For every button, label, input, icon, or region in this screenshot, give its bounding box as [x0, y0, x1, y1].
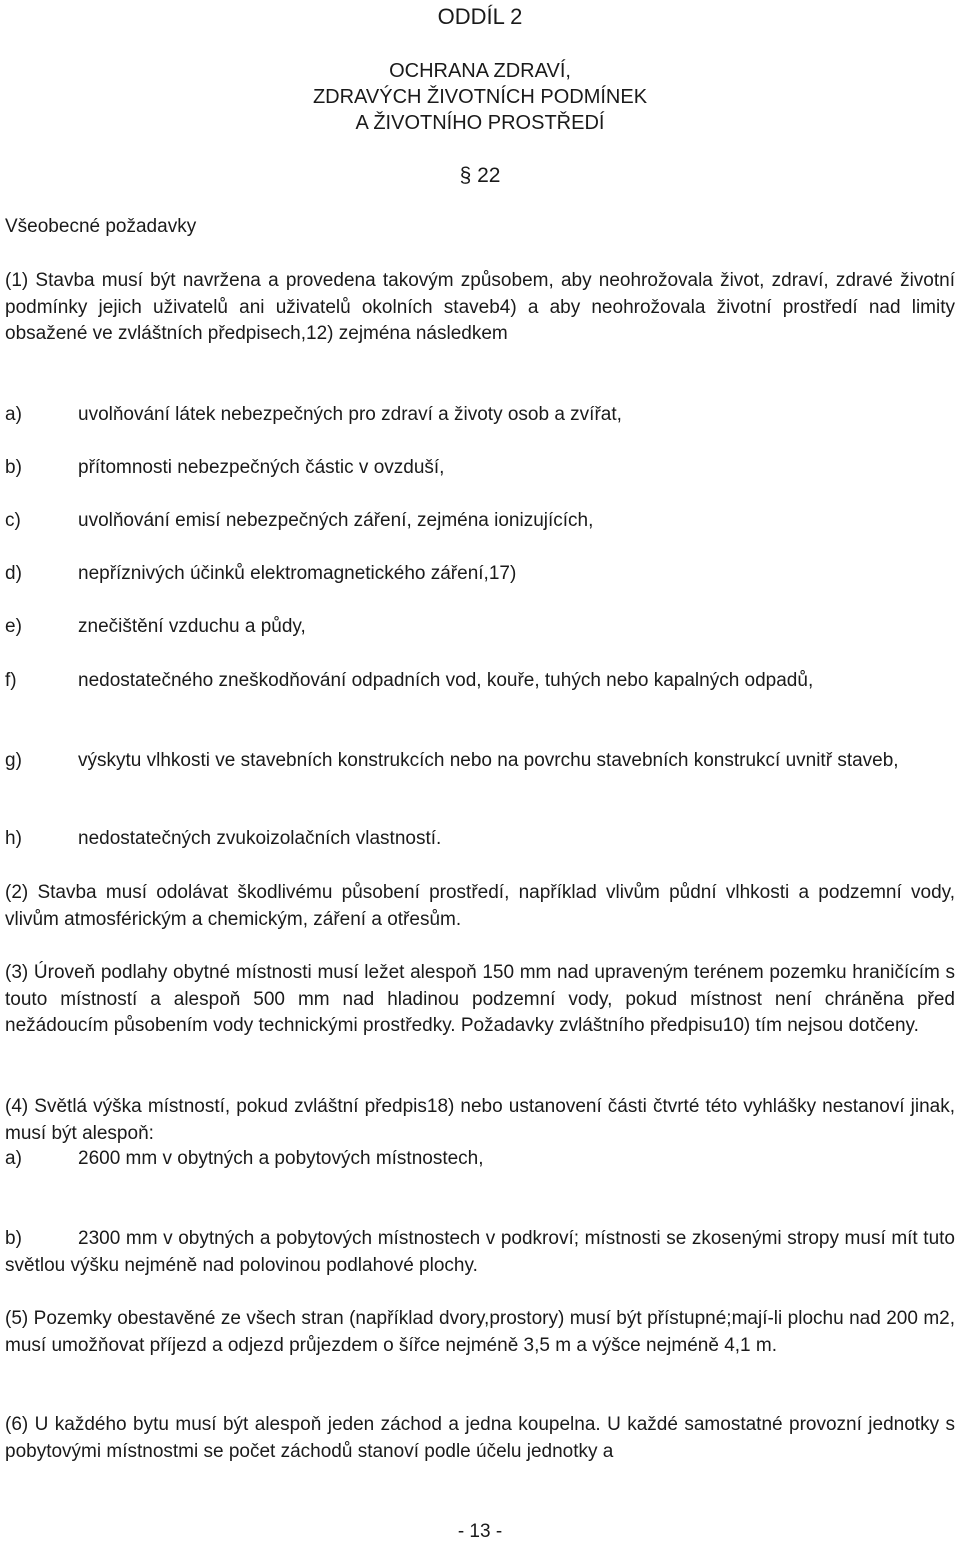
- paragraph-2: (2) Stavba musí odolávat škodlivému působení prostředí, například vlivům půdní vlhkosti a podzemní vody, vlivům atmosférickým a chemickým, záření a otřesům.: [5, 882, 955, 930]
- list-item: [5, 748, 955, 775]
- list-item-letter: a): [5, 1148, 22, 1169]
- paragraph-5: (5) Pozemky obestavěné ze všech stran (například dvory,prostory) musí být přístupné;mají-li plochu nad 200 m2, musí umožňovat příjezd a odjezd průjezdem o šířce nejméně 3,5 m a výšce nejméně 4,1 m.: [5, 1308, 955, 1356]
- paragraph-6: (6) U každého bytu musí být alespoň jeden záchod a jedna koupelna. U každé samostatné provozní jednotky s pobytovými místnostmi se počet záchodů stanoví podle účelu jednotky a: [5, 1414, 955, 1462]
- section-heading: ODDÍL 2: [437, 4, 523, 29]
- list-item-letter: c): [5, 510, 21, 531]
- list-item-text: uvolňování látek nebezpečných pro zdraví a životy osob a zvířat,: [78, 404, 622, 425]
- list-item-text: nedostatečného zneškodňování odpadních vod, kouře, tuhých nebo kapalných odpadů,: [78, 670, 814, 691]
- paragraph-4: (4) Světlá výška místností, pokud zvláštní předpis18) nebo ustanovení části čtvrté této vyhlášky nestanoví jinak, musí být alespoň:: [5, 1096, 955, 1144]
- title-line-1: OCHRANA ZDRAVÍ,: [389, 60, 571, 82]
- list-item-text: nedostatečných zvukoizolačních vlastností.: [78, 828, 442, 849]
- list-item-text: přítomnosti nebezpečných částic v ovzduší,: [78, 457, 445, 478]
- paragraph-number: § 22: [459, 164, 501, 187]
- paragraph-3: (3) Úroveň podlahy obytné místnosti musí ležet alespoň 150 mm nad upraveným terénem pozemku hraničícím s touto místností a alespoň 500 mm nad hladinou podzemní vody, pokud místnost není chráněna před nežádoucím působením vody technickými prostředky. Požadavky zvláštního předpisu10) tím nejsou dotčeny.: [5, 962, 955, 1036]
- list-item: [5, 1226, 955, 1279]
- list-item-text: 2300 mm v obytných a pobytových místnostech v podkroví; místnosti se zkosenými stropy musí mít tuto světlou výšku nejméně nad polovinou podlahové plochy.: [5, 1228, 955, 1276]
- list-item-letter: h): [5, 828, 22, 849]
- list-item: [5, 668, 955, 695]
- list-item-letter: b): [5, 1228, 22, 1249]
- subheading: Všeobecné požadavky: [5, 216, 197, 237]
- list-item-letter: b): [5, 457, 22, 478]
- list-item-text: nepříznivých účinků elektromagnetického záření,17): [78, 563, 517, 584]
- list-item-letter: g): [5, 750, 22, 771]
- section-title: [0, 58, 960, 136]
- paragraph-1: (1) Stavba musí být navržena a provedena takovým způsobem, aby neohrožovala život, zdraví, zdravé životní podmínky jejich uživatelů ani uživatelů okolních staveb4) a aby neohrožovala životní prostředí nad limity obsažené ve zvláštních předpisech,12) zejména následkem: [5, 270, 955, 344]
- list-item-letter: e): [5, 616, 22, 637]
- list-item-letter: a): [5, 404, 22, 425]
- list-item-letter: f): [5, 670, 17, 691]
- list-item-text: výskytu vlhkosti ve stavebních konstrukcích nebo na povrchu stavebních konstrukcí uvnitř staveb,: [78, 750, 899, 771]
- title-line-2: ZDRAVÝCH ŽIVOTNÍCH PODMÍNEK: [312, 86, 648, 108]
- list-item-text: uvolňování emisí nebezpečných záření, zejména ionizujících,: [78, 510, 594, 531]
- page-number: - 13 -: [457, 1521, 503, 1542]
- list-item-letter: d): [5, 563, 22, 584]
- title-line-3: A ŽIVOTNÍHO PROSTŘEDÍ: [355, 112, 605, 134]
- list-item-text: znečištění vzduchu a půdy,: [78, 616, 306, 637]
- list-item-text: 2600 mm v obytných a pobytových místnostech,: [78, 1148, 484, 1169]
